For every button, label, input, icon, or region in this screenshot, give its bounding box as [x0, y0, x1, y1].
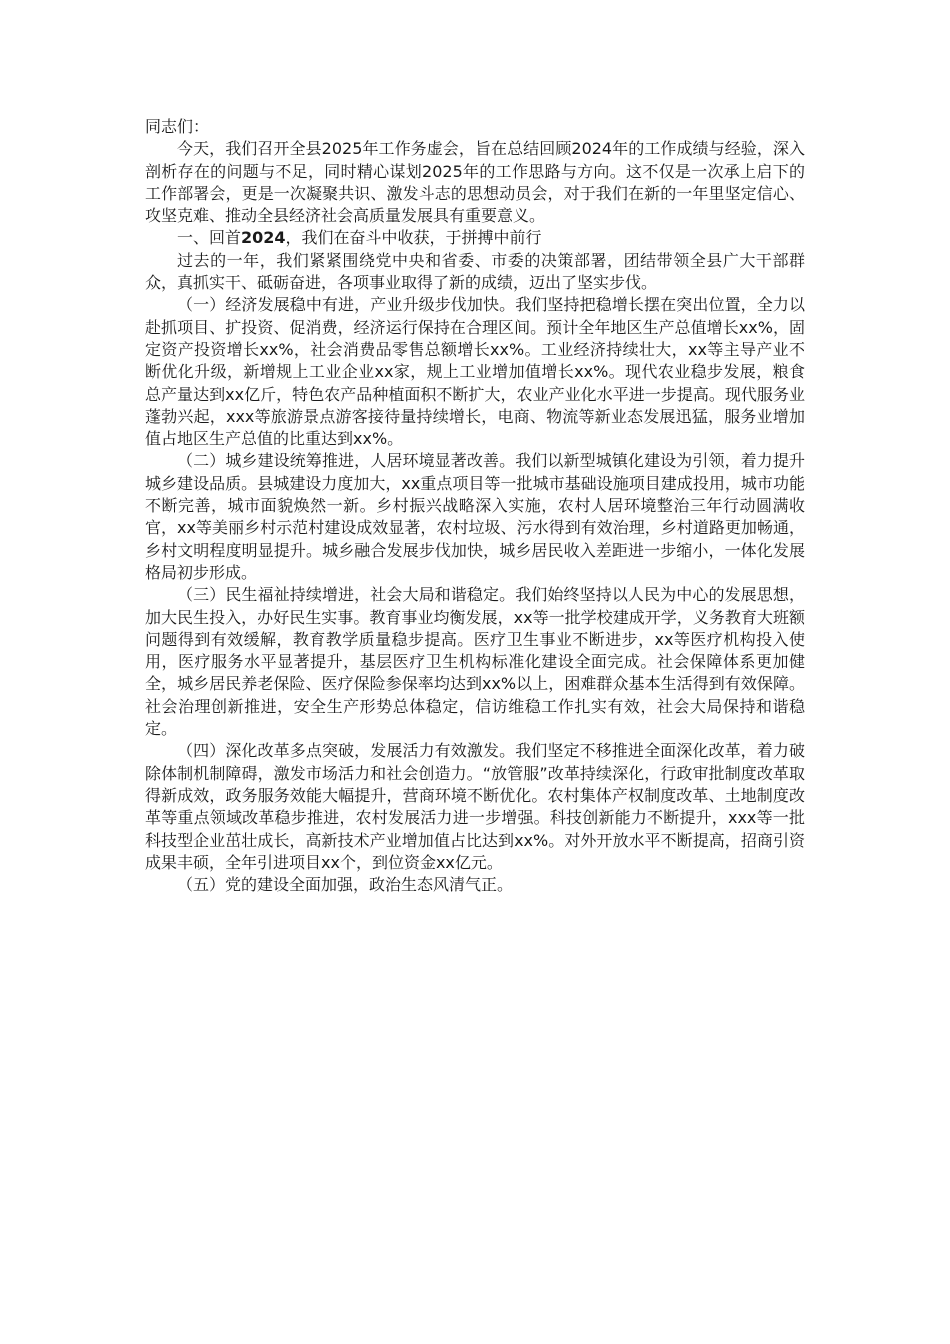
- intro-paragraph: 今天，我们召开全县2025年工作务虚会，旨在总结回顾2024年的工作成绩与经验，深入剖析存在的问题与不足，同时精心谋划2025年的工作思路与方向。这不仅是一次承上启下的工作部署会，更是一次凝聚共识、激发斗志的思想动员会，对于我们在新的一年里坚定信心、攻坚克难、推动全县经济社会高质量发展具有重要意义。: [145, 139, 805, 226]
- section-heading-year: 2024: [241, 228, 286, 248]
- section-heading: [145, 227, 805, 249]
- item-economy-paragraph: （一）经济发展稳中有进，产业升级步伐加快。我们坚持把稳增长摆在突出位置，全力以赴抓项目、扩投资、促消费，经济运行保持在合理区间。预计全年地区生产总值增长xx%，固定资产投资增长xx%，社会消费品零售总额增长xx%。工业经济持续壮大，xx等主导产业不断优化升级，新增规上工业企业xx家，规上工业增加值增长xx%。现代农业稳步发展，粮食总产量达到xx亿斤，特色农产品种植面积不断扩大，农业产业化水平进一步提高。现代服务业蓬勃兴起，xxx等旅游景点游客接待量持续增长，电商、物流等新业态发展迅猛，服务业增加值占地区生产总值的比重达到xx%。: [145, 295, 805, 449]
- section-heading-suffix: ，我们在奋斗中收获，于拼搏中前行: [285, 228, 542, 248]
- document-body: [145, 116, 805, 896]
- section-heading-prefix: 一、回首: [177, 228, 242, 248]
- salutation: 同志们：: [145, 117, 210, 136]
- item-livelihood-paragraph: （三）民生福祉持续增进，社会大局和谐稳定。我们始终坚持以人民为中心的发展思想，加大民生投入，办好民生实事。教育事业均衡发展，xx等一批学校建成开学，义务教育大班额问题得到有效缓解，教育教学质量稳步提高。医疗卫生事业不断进步，xx等医疗机构投入使用，医疗服务水平显著提升，基层医疗卫生机构标准化建设全面完成。社会保障体系更加健全，城乡居民养老保险、医疗保险参保率均达到xx%以上，困难群众基本生活得到有效保障。社会治理创新推进，安全生产形势总体稳定，信访维稳工作扎实有效，社会大局保持和谐稳定。: [145, 585, 805, 739]
- section-intro-paragraph: 过去的一年，我们紧紧围绕党中央和省委、市委的决策部署，团结带领全县广大干部群众，真抓实干、砥砺奋进，各项事业取得了新的成绩，迈出了坚实步伐。: [145, 250, 805, 293]
- item-urban-rural-paragraph: （二）城乡建设统筹推进，人居环境显著改善。我们以新型城镇化建设为引领，着力提升城乡建设品质。县城建设力度加大，xx重点项目等一批城市基础设施项目建成投用，城市功能不断完善，城市面貌焕然一新。乡村振兴战略深入实施，农村人居环境整治三年行动圆满收官，xx等美丽乡村示范村建设成效显著，农村垃圾、污水得到有效治理，乡村道路更加畅通，乡村文明程度明显提升。城乡融合发展步伐加快，城乡居民收入差距进一步缩小，一体化发展格局初步形成。: [145, 451, 805, 582]
- item-reform-paragraph: （四）深化改革多点突破，发展活力有效激发。我们坚定不移推进全面深化改革，着力破除体制机制障碍，激发市场活力和社会创造力。“放管服”改革持续深化，行政审批制度改革取得新成效，政务服务效能大幅提升，营商环境不断优化。农村集体产权制度改革、土地制度改革等重点领域改革稳步推进，农村发展活力进一步增强。科技创新能力不断提升，xxx等一批科技型企业茁壮成长，高新技术产业增加值占比达到xx%。对外开放水平不断提高，招商引资成果丰硕，全年引进项目xx个，到位资金xx亿元。: [145, 741, 805, 872]
- item-party-building-paragraph: （五）党的建设全面加强，政治生态风清气正。: [177, 875, 514, 895]
